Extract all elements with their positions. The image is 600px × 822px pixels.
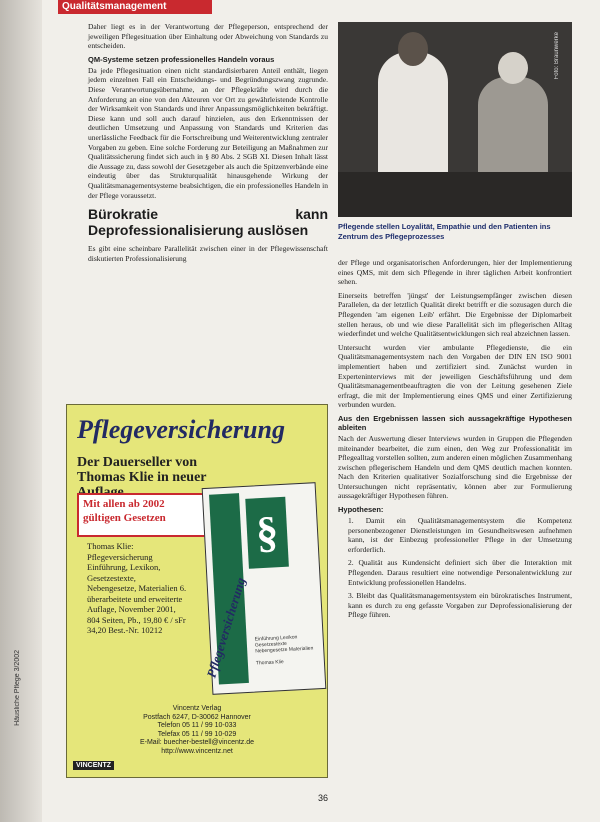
paragraph: Nach der Auswertung dieser Interviews wurden in Gruppen die Pflegenden miteinander bearbeitet, die zum einen, den Weg zur Professionalität im Pflegealltag vorstellen sollten, zum anderen einen möglichen Zusammenhang zwischen pflegerischem Handeln und dem QMS deutlich machen konnten. Nach den Kriterien qualitativer Sozialforschung sind die Ergebnisse der Untersuchungen nicht repräsentativ, können aber zur Formulierung aussagekräftiger Hypothesen führen.	[338, 433, 572, 501]
right-column	[338, 258, 572, 624]
paragraph: Es gibt eine scheinbare Parallelität zwischen einer in der Pflegewissenschaft diskutierten Professionalisierung	[88, 244, 328, 263]
book-subtitle: Einführung Lexikon Gesetzestexte Nebengesetze Materialien Thomas Klie	[254, 634, 314, 667]
page-header	[0, 0, 600, 14]
book-title: Pflegeversicherung	[203, 575, 249, 680]
paragraph-symbol-icon: §	[245, 497, 289, 569]
photo-credit: Foto: Braunwerke	[554, 32, 560, 80]
hypotheses-list	[338, 516, 572, 620]
publisher-logo: VINCENTZ	[73, 761, 114, 770]
ad-book-info: Thomas Klie: Pflegeversicherung Einführung, Lexikon, Gesetzestexte, Nebengesetze, Materialien 6. überarbeitete und erweiterte Auflage, November 2001, 804 Seiten, Pb., 19,80 € / sFr 34,20 Best.-Nr. 10212	[87, 541, 187, 635]
hypothesis-item: 1. Damit ein Qualitätsmanagementsystem die Kompetenz personenbezogener Dienstleistungen im Gesundheitswesen aufnehmen kann, ist der Einbezug professioneller Pflege in der Umsetzung erforderlich.	[348, 516, 572, 554]
section-label: Qualitätsmanagement	[58, 0, 212, 14]
subheading: QM-Systeme setzen professionelles Handeln voraus	[88, 54, 275, 64]
left-column	[88, 22, 328, 267]
page-number: 36	[318, 793, 329, 803]
subheading: Aus den Ergebnissen lassen sich aussagekräftige Hypothesen ableiten	[338, 413, 572, 432]
page-gutter	[0, 0, 42, 822]
paragraph: Daher liegt es in der Verantwortung der Pflegeperson, entsprechend der jeweiligen Pflegesituation über Einhaltung oder Abweichung von Standards zu entscheiden.	[88, 22, 328, 51]
hypothesis-item: 2. Qualität aus Kundensicht definiert sich über die Interaktion mit Pflegenden. Daraus resultiert eine notwendige Personalentwicklung zur Entwicklung professionellen Handelns.	[348, 558, 572, 587]
publisher-info: Vincentz Verlag Postfach 6247, D-30062 Hannover Telefon 05 11 / 99 10-033 Telefax 05 11 / 99 10-029 E-Mail: buecher-bestell@vincentz.de http://www.vincentz.net	[139, 705, 255, 755]
paragraph: Da jede Pflegesituation einen nicht standardisierbaren Anteil enthält, liegen jedem einzelnen Fall ein Entscheidungs- und Begründungszwang zugrunde. Diese Verantwortungsübernahme, an der Pflegekräfte wird durch die Anforderung an eine von den Akteuren vor Ort zu gewährleistende Kontrolle der Wirksamkeit von Standards und ihrer Anpassungsmöglichkeiten bekräftigt. Diese kann und soll auch darauf hinzielen, aus den Erkenntnissen der deutlichen Umsetzung und Anpassung von Standards und Kriterien das unerlässliche Feedback für die Fortschreibung und Weiterentwicklung zentraler Vorgaben zu geben. Eine solche Forderung zur Beteiligung an Maßnahmen zur Qualitätssicherung findet sich auch in § 80 Abs. 2 SGB XI. Diesen Inhalt lässt die Aussage zu, dass sowohl der Gesetzgeber als auch die Spitzenverbände eine eindeutig über das Strukturqualität hinausgehende Wirkung der Qualitätsmanagementsysteme beabsichtigen, die ein professionelles Handeln in der Pflege voraussetzt.	[88, 65, 328, 200]
photo-caption: Pflegende stellen Loyalität, Empathie und den Patienten ins Zentrum des Pflegeprozesses	[338, 222, 551, 241]
book-advertisement[interactable]	[66, 404, 328, 778]
paragraph: Untersucht wurden vier ambulante Pflegedienste, die ein Qualitätsmanagementsystem nach den Vorgaben der DIN EN ISO 9001 implementiert haben und zertifiziert sind. Zunächst wurden in Experteninterviews mit der jeweiligen Geschäftsführung und dem Qualitätsmanagementbeauftragten die von der Leitung gesehenen Ziele erfragt, die mit der Implementierung eines QMS und einer Zertifizierung verbunden wurden.	[338, 342, 572, 410]
book-cover-image	[202, 482, 327, 695]
ad-highlight: Mit allen ab 2002 gültigen Gesetzen	[77, 493, 209, 537]
hypothesis-item: 3. Bleibt das Qualitätsmanagementsystem ein bürokratisches Instrument, kann es durch zu eng gefasste Vorgaben zur Deprofessionalisierung der Pflege führen.	[348, 591, 572, 620]
issue-label: Häusliche Pflege 3/2002	[14, 650, 21, 726]
ad-title: Pflegeversicherung	[77, 415, 285, 444]
ad-subtitle: Der Dauerseller von Thomas Klie in neuer	[77, 455, 207, 485]
hypotheses-heading: Hypothesen:	[338, 505, 384, 515]
paragraph: der Pflege und organisatorischen Anforderungen, hier der Implementierung eines QMS, mit dem sich Pflegende in ihrer täglichen Arbeit konfrontiert sehen.	[338, 258, 572, 287]
section-heading: Bürokratie kann Deprofessionalisierung auslösen	[88, 206, 328, 239]
book-author: Thomas Klie	[255, 659, 284, 667]
nursing-photo	[338, 22, 572, 217]
paragraph: Einerseits betreffen 'jüngst' der Leistungsempfänger zwischen diesen Parallelen, da der letztlich Qualität direkt betrifft er die sozusagen durch die Pflegenden 'am eigenen Leib' erfährt. Die Ergebnisse der Diplomarbeit stellen heraus, ob und wie diese Parallelität sich im pflegerischen Alltag wiederfindet und welche Qualitätsentwicklungen sich real abzeichnen lassen.	[338, 290, 572, 339]
